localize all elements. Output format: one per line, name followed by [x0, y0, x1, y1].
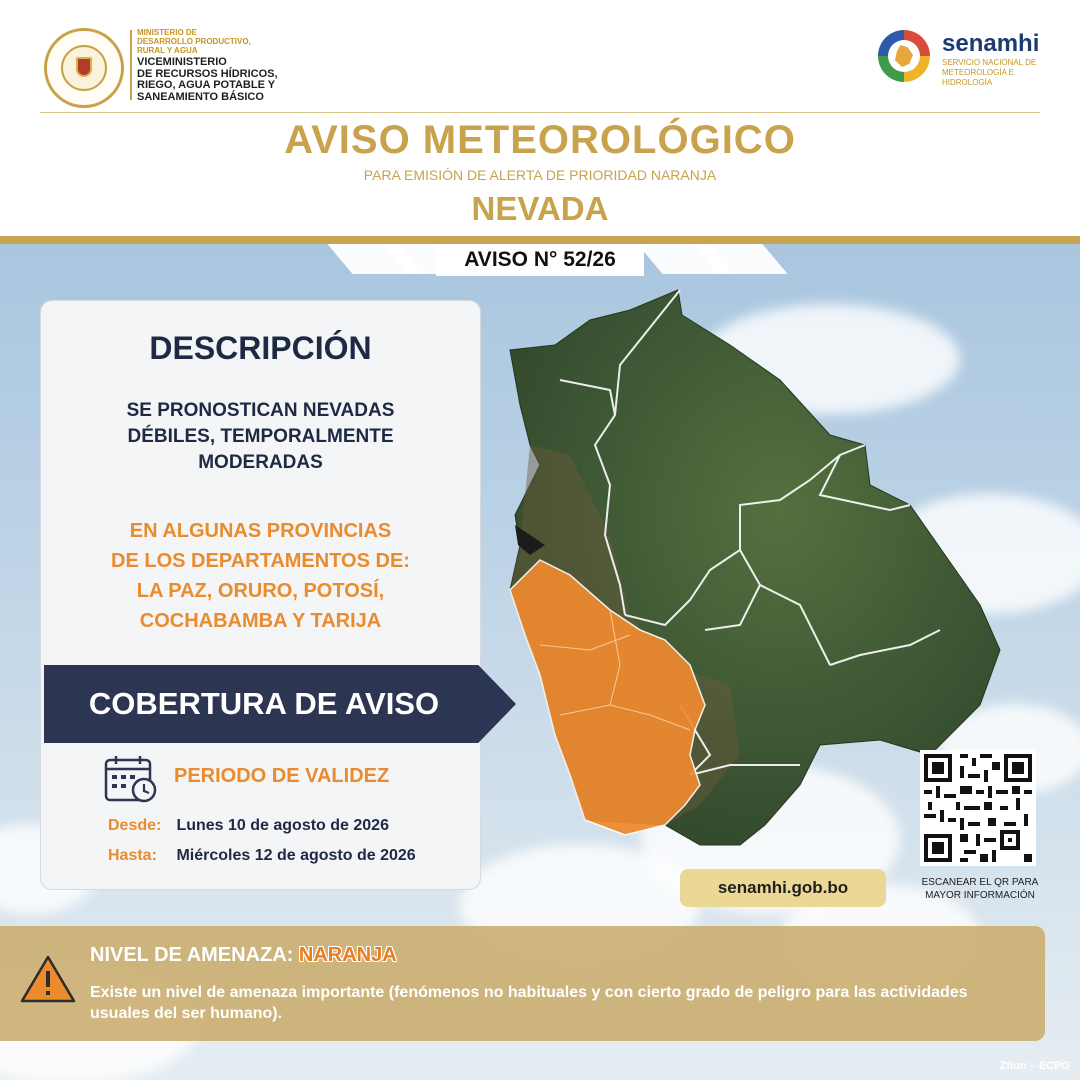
date-from-label: Desde: [108, 817, 162, 834]
header [0, 0, 1080, 236]
hazard-type: NEVADA [471, 190, 609, 227]
page-subtitle: PARA EMISIÓN DE ALERTA DE PRIORIDAD NARANJA [363, 167, 717, 183]
description-text: SE PRONOSTICAN NEVADAS DÉBILES, TEMPORALMENTE MODERADAS [126, 400, 395, 473]
vice-ministry-name: VICEMINISTERIO DE RECURSOS HÍDRICOS, RIEGO, AGUA POTABLE Y SANEAMIENTO BÁSICO [137, 56, 278, 103]
senamhi-logo-icon [878, 30, 930, 82]
coat-of-arms-icon [61, 45, 107, 91]
date-to-row [108, 847, 416, 865]
threat-title [90, 944, 397, 967]
threat-label: NIVEL DE AMENAZA: [90, 944, 294, 966]
description-title: DESCRIPCIÓN [149, 330, 372, 366]
date-to-value: Miércoles 12 de agosto de 2026 [176, 847, 416, 864]
ministry-name: MINISTERIO DE DESARROLLO PRODUCTIVO, RURAL Y AGUA [137, 28, 251, 55]
qr-caption: ESCANEAR EL QR PARA MAYOR INFORMACIÓN [921, 877, 1039, 901]
calendar-clock-icon [104, 754, 158, 804]
description-departments: EN ALGUNAS PROVINCIAS DE LOS DEPARTAMENTOS DE: LA PAZ, ORURO, POTOSÍ, COCHABAMBA Y TARIJA [111, 520, 410, 632]
header-rule [40, 112, 1040, 113]
header-divider [130, 30, 132, 100]
senamhi-name: senamhi [942, 30, 1040, 57]
gold-separator [0, 236, 1080, 244]
date-from-value: Lunes 10 de agosto de 2026 [176, 817, 389, 834]
coverage-title: COBERTURA DE AVISO [88, 686, 440, 721]
website-link[interactable]: senamhi.gob.bo [680, 869, 886, 907]
threat-level: NARANJA [298, 944, 397, 966]
warning-icon [20, 954, 76, 1004]
presidency-seal [44, 28, 124, 108]
credit: Ztion – ECPG [999, 1060, 1070, 1072]
ministry-block [137, 28, 337, 103]
qr-code[interactable] [920, 750, 1036, 866]
aviso-number: AVISO N° 52/26 [436, 244, 644, 276]
validity-title: PERIODO DE VALIDEZ [174, 765, 390, 787]
threat-description: Existe un nivel de amenaza importante (fenómenos no habituales y con cierto grado de peligro para las actividades usuales del ser humano). [90, 984, 968, 1022]
page-title: AVISO METEOROLÓGICO [284, 118, 796, 162]
date-from-row [108, 817, 389, 835]
senamhi-subtitle: SERVICIO NACIONAL DE METEOROLOGÍA E HIDROLOGÍA [942, 58, 1037, 87]
date-to-label: Hasta: [108, 847, 157, 864]
